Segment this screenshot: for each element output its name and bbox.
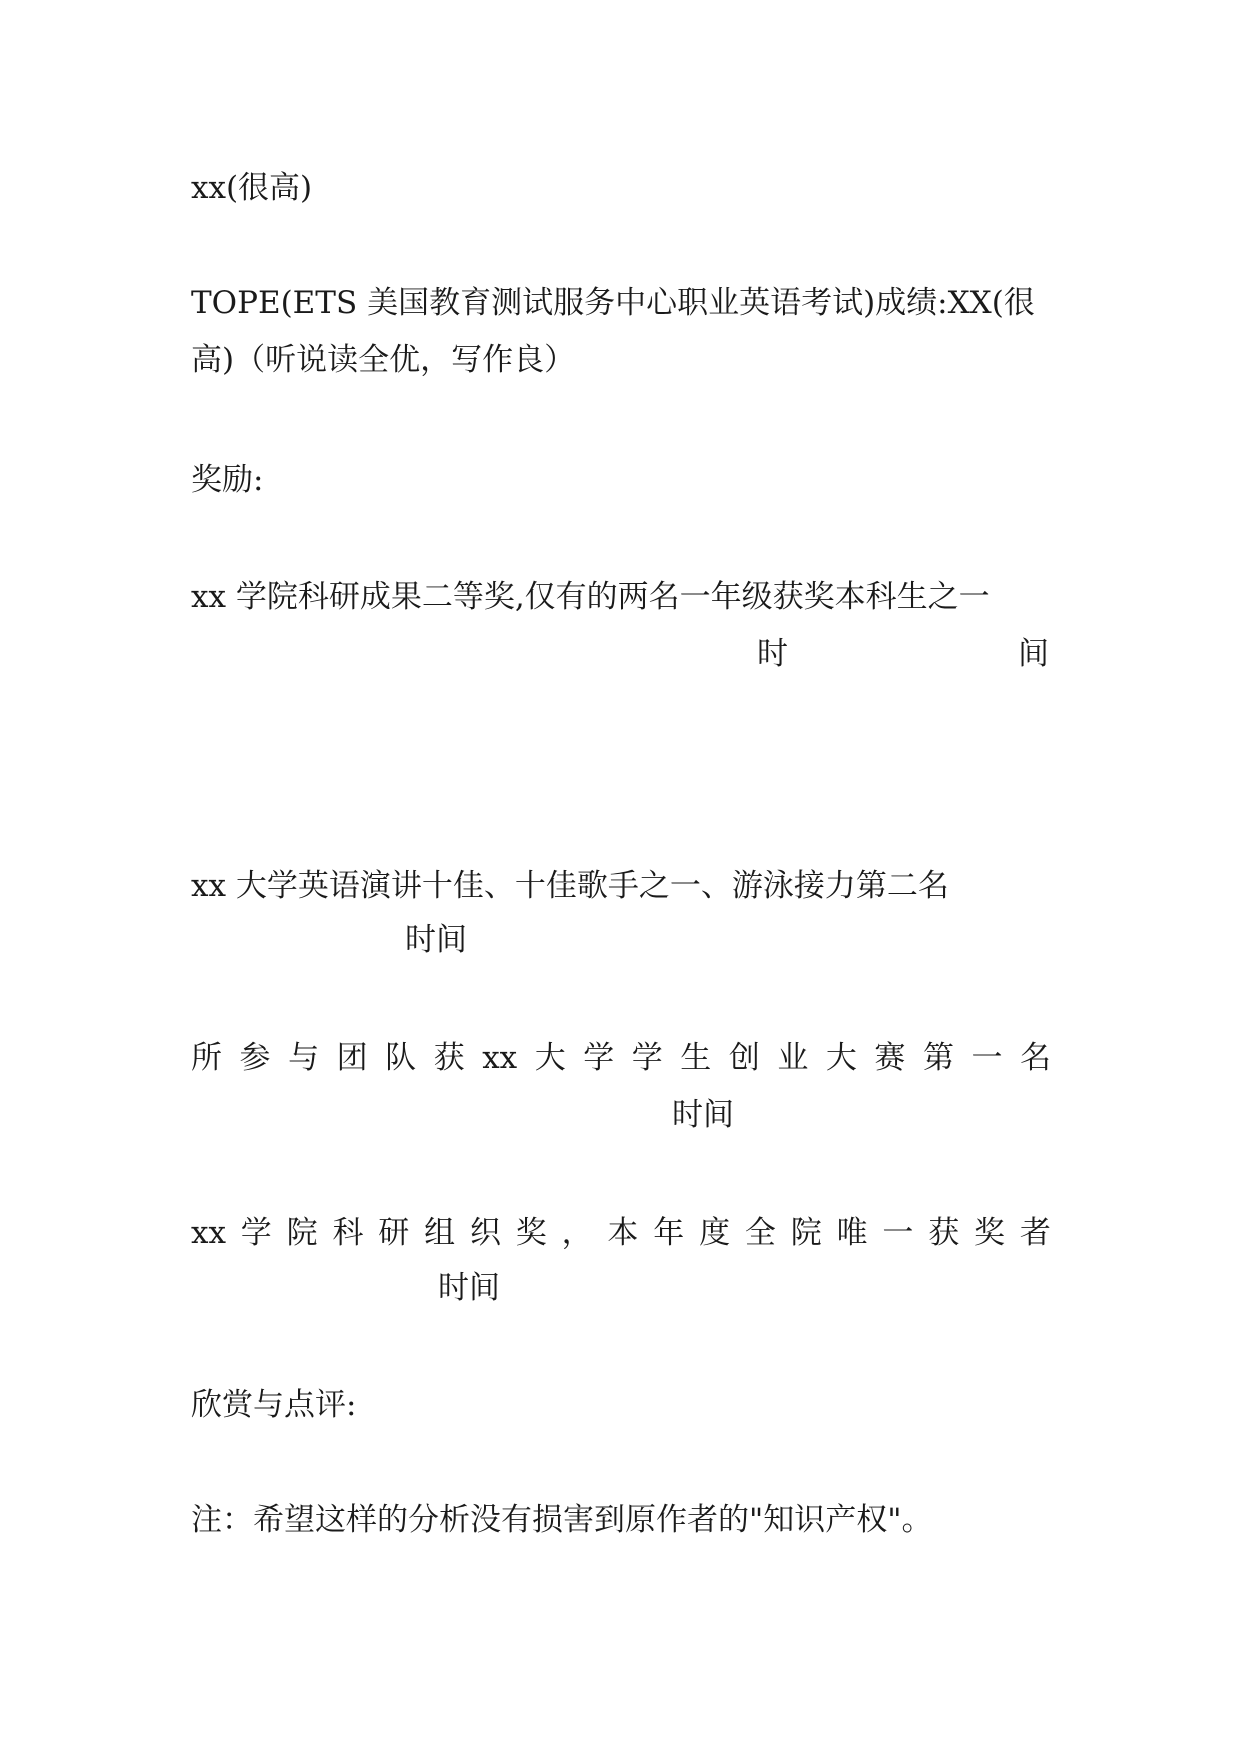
glyph: 一: [971, 1040, 1003, 1076]
glyph: 全: [744, 1215, 776, 1251]
glyph: 院: [286, 1215, 318, 1251]
glyph: 唯: [836, 1215, 868, 1251]
glyph: 队: [385, 1040, 417, 1076]
glyph: 者: [1019, 1215, 1051, 1251]
glyph: 获: [928, 1215, 960, 1251]
section-heading: 欣赏与点评:: [191, 1387, 357, 1423]
glyph: 所: [191, 1040, 222, 1076]
glyph: 研: [378, 1215, 410, 1251]
paragraph: TOPE(ETS 美国教育测试服务中心职业英语考试)成绩:XX(很: [191, 285, 1035, 321]
glyph: 大: [825, 1040, 857, 1076]
award-item: xx 学院科研成果二等奖,仅有的两名一年级获奖本科生之一: [191, 579, 990, 615]
date-label: 时间: [438, 1270, 500, 1306]
date-label: 间: [1018, 636, 1049, 672]
glyph: 第: [922, 1040, 954, 1076]
date-label: 时间: [672, 1097, 734, 1133]
glyph: ，: [561, 1215, 593, 1251]
glyph: 团: [336, 1040, 368, 1076]
glyph: 年: [653, 1215, 685, 1251]
paragraph: xx(很高): [191, 170, 313, 206]
date-label: 时间: [405, 922, 467, 958]
glyph: 参: [239, 1040, 271, 1076]
glyph: 奖: [974, 1215, 1006, 1251]
glyph: 奖: [515, 1215, 547, 1251]
glyph: 业: [777, 1040, 809, 1076]
glyph: 一: [882, 1215, 914, 1251]
award-item: [191, 1213, 1051, 1253]
note: 注：希望这样的分析没有损害到原作者的"知识产权"。: [191, 1502, 933, 1538]
section-heading: 奖励:: [191, 462, 264, 498]
glyph: 度: [699, 1215, 731, 1251]
glyph: 织: [469, 1215, 501, 1251]
award-item: [191, 1038, 1051, 1078]
glyph: 学: [631, 1040, 663, 1076]
glyph: 院: [790, 1215, 822, 1251]
glyph: 与: [288, 1040, 320, 1076]
glyph: 赛: [874, 1040, 906, 1076]
award-item: xx 大学英语演讲十佳、十佳歌手之一、游泳接力第二名: [191, 868, 949, 904]
glyph: 获: [433, 1040, 465, 1076]
glyph: 名: [1020, 1040, 1051, 1076]
glyph: 科: [332, 1215, 364, 1251]
glyph: 创: [728, 1040, 760, 1076]
paragraph: 高)（听说读全优，写作良）: [191, 342, 576, 378]
glyph: 生: [680, 1040, 712, 1076]
glyph: 大: [534, 1040, 566, 1076]
date-label: 时: [757, 636, 788, 672]
glyph: 本: [607, 1215, 639, 1251]
glyph: xx: [191, 1215, 226, 1251]
glyph: 组: [424, 1215, 456, 1251]
glyph: 学: [583, 1040, 615, 1076]
glyph: xx: [482, 1040, 518, 1076]
glyph: 学: [240, 1215, 272, 1251]
